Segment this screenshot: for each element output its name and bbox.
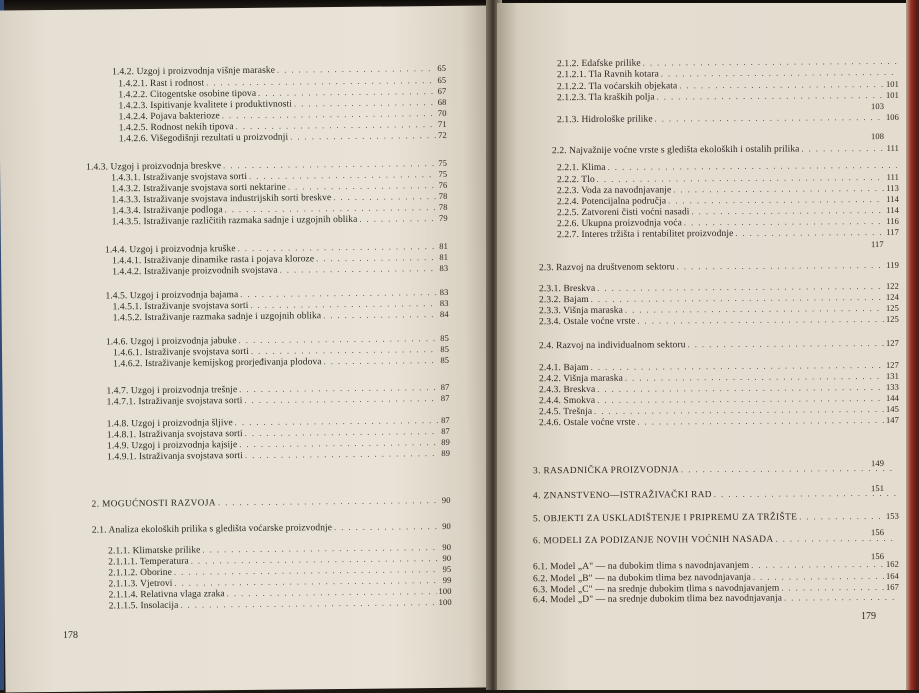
dot-leader [781,583,884,593]
toc-entry-page: 67 [436,86,447,96]
toc-entry-title: 1.4.4. Uzgoj i proizvodnja kruške [105,244,238,255]
toc-entry-title: 1.4.6. Uzgoj i proizvodnja jabuke [106,336,239,347]
toc-entry [106,393,449,408]
dot-leader [316,253,437,263]
dot-leader [784,593,897,603]
toc-entry-page: 85 [438,355,449,365]
toc-entry-title: 2.4.3. Breskva [539,385,597,395]
toc-entry-page: 117 [869,239,884,249]
toc-entry-page: 156 [869,551,884,561]
book-page-edges [906,0,919,690]
toc-entry-title: 1.4.5.2. Istraživanje razmaka sadnje i uzgojnih oblika [113,311,324,323]
toc-entry-page: 100 [437,597,452,607]
toc-entry-page: 90 [440,542,451,552]
toc-entry [109,597,452,612]
dot-leader [245,449,439,460]
toc-entry-title: 2.3.1. Breskva [539,284,597,294]
toc-entry-page: 85 [438,344,449,354]
dot-leader [359,214,437,224]
toc-entry-page: 75 [436,169,447,179]
dot-leader [324,356,439,366]
toc-entry-page: 87 [439,393,450,403]
toc-entry-title: 2.1.2.1. Tla Ravnih kotara [557,69,661,80]
toc-entry-page: 167 [884,582,899,592]
dot-leader [218,496,440,507]
toc-entry-page: 133 [884,382,899,392]
toc-entry [867,101,899,111]
toc-entry-page: 65 [435,63,446,73]
toc-entry-title: 6. MODELI ZA PODIZANJE NOVIH VOĆNIH NASADA [533,535,776,547]
toc-entry-page: 103 [869,101,884,111]
dot-leader [688,339,884,349]
toc-entry-page: 116 [884,216,899,226]
toc-entry-title: 2.2.4. Potencijalna područja [557,196,668,207]
dot-leader [799,512,884,522]
toc-entry [113,309,449,324]
dot-leader [751,560,884,570]
toc-entry-title: 2.3.2. Bajam [539,295,591,305]
toc-entry-page: 99 [441,575,452,585]
toc-entry [533,593,899,606]
toc-entry-page: 83 [438,287,449,297]
dot-leader [637,416,884,427]
toc-entry [539,314,899,328]
toc-entry-page: 76 [437,180,448,190]
toc-entry [539,415,899,429]
toc-entry-title: 1.4.5. Uzgoj i proizvodnja bajama [105,290,240,301]
toc-entry-page: 84 [438,309,449,319]
dot-leader [180,598,436,610]
dot-leader [290,131,436,142]
toc-entry-page: 68 [436,97,447,107]
toc-entry-page: 90 [440,521,451,531]
toc-entry [867,131,899,141]
toc-entry-page: 164 [884,571,899,581]
toc-entry-title: 6.2. Model „B" — na dubokim tlima bez navodnjavanja [533,573,753,585]
toc-entry-page: 144 [884,393,899,403]
toc-entry-title: 2.2.6. Ukupna proizvodnja voća [557,218,684,229]
toc-entry-page: 114 [884,205,899,215]
dot-leader [657,91,884,102]
dot-leader [625,372,884,383]
toc-entry-title: 1.4.6.1. Istraživanje svojstava sorti [113,347,251,358]
toc-entry-title: 1.4.3.1. Istraživanje svojstava sorti [111,172,249,183]
toc-entry-title: 1.4.7.1. Istraživanje svojstava sorti [106,396,244,407]
toc-entry-page: 90 [440,553,451,563]
toc-entry-page: 89 [439,448,450,458]
toc-entry-page: 87 [439,426,450,436]
toc-entry-page: 81 [437,252,448,262]
toc-entry-page: 111 [885,172,899,182]
dot-leader [668,195,884,206]
toc-entry-title: 2.1.1.5. Insolacija [109,601,181,612]
toc-entry-title: 1.4.9. Uzgoj i proizvodnja kajsije [107,440,239,451]
dot-leader [753,572,884,582]
toc-entry-title: 1.4.3.4. Istraživanje podloga [111,205,224,216]
dot-leader [684,217,884,227]
toc-entry-title: 1.4.9.1. Istraživanja svojstava sorti [107,451,245,462]
toc-entry-title: 2.2.5. Zatvoreni čisti voćni nasadi [557,207,692,218]
toc-entry-title: 2.1.2. Edafske prilike [557,59,643,70]
dot-leader [661,68,897,79]
toc-entry-page: 78 [437,202,448,212]
toc-entry-title: 1.4.3.5. Istraživanje različitih razmaka sadnje i uzgojnih oblika [112,215,360,228]
toc-entry-title: 1.4.2. Uzgoj i proizvodnja višnje maraske [112,66,277,78]
toc-entry [107,448,450,463]
dot-leader [637,315,884,326]
dot-leader [244,394,438,405]
toc-entry-title: 2.2.1. Klima [557,163,608,173]
toc-entry-page: 145 [884,404,899,414]
toc-entry-title: 6.3. Model „C" — na srednje dubokim tlima s navodnjavanjem [533,584,781,596]
toc-entry-page: 100 [436,586,451,596]
toc-entry [557,227,899,240]
toc-entry-title: 2.4.2. Višnja maraska [539,374,625,385]
toc-entry-title: 2.1.1.3. Vjetrovi [108,579,174,590]
left-page [0,5,494,692]
toc-entry-page: 125 [884,314,899,324]
toc-entry-title: 2.1.2.3. Tla kraških polja [557,92,657,103]
toc-entry-page: 78 [437,191,448,201]
toc-entry-page: 101 [884,90,899,100]
toc-entry [539,338,899,352]
toc-entry-title: 2.2.3. Voda za navodnjavanje [557,185,673,196]
toc-entry-page: 95 [441,564,452,574]
toc-entry-title: 4. ZNANSTVENO—ISTRAŽIVAČKI RAD [533,490,714,501]
toc-entry-title: 6.4. Model „D" — na srednje dubokim tlima bez navodnjavanja [533,594,784,606]
toc-entry-page: 117 [884,227,899,237]
dot-leader [258,87,436,98]
toc-entry-page: 72 [436,130,447,140]
toc-entry [557,112,899,125]
dot-leader [625,304,884,315]
dot-leader [735,228,884,238]
toc-entry-page: 85 [438,333,449,343]
toc-entry-page: 83 [438,298,449,308]
toc-entry-title: 2.4.1. Bajam [539,363,591,373]
dot-leader [775,534,897,544]
toc-entry [539,260,899,274]
toc-entry-title: 1.4.8.1. Istraživanja svojstava sorti [107,429,245,440]
toc-entry-page: 71 [436,119,447,129]
dot-leader [643,57,897,68]
toc-entry-title: 2. MOGUĆNOSTI RAZVOJA [92,498,218,509]
toc-entry-title: 1.4.2.3. Ispitivanje kvalitete i produktivnosti [118,99,294,111]
toc-entry-title: 2.3.3. Višnja maraska [539,306,625,317]
toc-entry-title: 3. RASADNIČKA PROIZVODNJA [533,465,681,476]
toc-entry-title: 2.1.3. Hidrološke prilike [557,115,655,126]
toc-entry [92,521,451,536]
toc-entry-title: 1.4.2.6. Višegodišnji rezultati u proizvodnji [119,133,291,145]
toc-entry-page: 162 [884,559,899,569]
toc-entry-title: 2.4.4. Smokva [539,396,597,406]
toc-entry-page: 108 [869,131,884,141]
toc-entry-page: 87 [439,415,450,425]
toc-entry-page: 114 [884,194,899,204]
toc-entry-page: 147 [884,415,899,425]
dot-leader [294,98,436,108]
toc-entry-title: 2.1. Analiza ekoloških prilika s gledišta voćarske proizvodnje [92,523,334,536]
dot-leader [333,192,436,202]
toc-entry-page: 119 [884,260,899,270]
toc-entry-title: 6.1. Model „A" — na dubokim tlima s navodnjavanjem [533,561,751,573]
toc-entry-page: 89 [439,437,450,447]
dot-leader [677,261,885,271]
toc-entry-title: 1.4.4.1. Istraživanje dinamike rasta i pojava kloroze [112,254,316,266]
toc-entry-title: 1.4.2.5. Rodnost nekih tipova [119,122,236,133]
toc-entry [552,143,899,156]
dot-leader [679,80,884,90]
toc-entry [533,464,899,477]
toc-entry-page: 149 [869,458,884,468]
dot-leader [323,310,438,320]
toc-entry-page: 75 [436,158,447,168]
dot-leader [673,184,884,194]
toc-entry [113,355,449,370]
toc-entry [112,263,448,278]
dot-leader [801,144,884,154]
toc-entry [867,239,899,249]
toc-entry-title: 5. OBJEKTI ZA USKLADIŠTENJE I PRIPREMU ZA TRŽIŠTE [533,512,799,524]
toc-entry-title: 2.4.5. Trešnja [539,407,594,417]
toc-entry-title: 2.1.1. Klimatske prilike [108,545,202,556]
toc-entry [533,511,899,525]
page-number: 179 [861,611,876,622]
toc-entry-title: 2.2.7. Interes tržišta i rentabilitet proizvodnje [557,229,735,240]
toc-entry-page: 90 [440,495,451,505]
toc-entry-title: 2.2. Najvažnije voćne vrste s gledišta ekoloških i ostalih prilika [552,144,802,156]
toc-entry-title: 1.4.8. Uzgoj i proizvodnja šljive [107,418,235,429]
dot-leader [280,264,438,275]
toc-entry-title: 1.4.5.1. Istraživanje svojstava sorti [113,301,251,312]
toc-entry-page: 156 [869,527,884,537]
toc-entry-page: 111 [885,143,899,153]
toc-entry [92,495,451,510]
toc-entry-title: 2.1.1.2. Oborine [108,568,174,579]
toc-entry-title: 1.4.2.2. Citogentske osobine tipova [118,89,258,100]
toc-entry-page: 127 [884,360,899,370]
toc-entry-title: 1.4.3.2. Istraživanje svojstava sorti nektarine [111,183,288,195]
dot-leader [608,161,897,172]
toc-entry-title: 1.4.7. Uzgoj i proizvodnja trešnje [106,385,239,396]
toc-entry-title: 2.1.1.4. Relativna vlaga zraka [109,589,227,600]
toc-entry-page: 65 [435,75,446,85]
toc-entry-title: 1.4.4.2. Istraživanje proizvodnih svojstava [112,266,280,278]
toc-entry-page: 151 [869,483,884,493]
toc-entry-page: 81 [437,241,448,251]
toc-entry-page: 70 [436,108,447,118]
toc-entry-page: 131 [884,371,899,381]
toc-entry [533,534,899,547]
toc-entry [533,489,899,502]
toc-entry-title: 2.3. Razvoj na društvenom sektoru [539,262,677,273]
toc-entry-page: 113 [884,183,899,193]
dot-leader [277,64,435,75]
toc-entry [112,213,448,228]
toc-entry-title: 1.4.2.4. Pojava bakterioze [119,111,222,122]
toc-entry-page: 87 [439,382,450,392]
toc-entry-page: 79 [437,213,448,223]
toc-entry [557,90,899,103]
dot-leader [288,181,437,192]
toc-entry-title: 2.2.2. Tlo [557,175,597,185]
toc-entry-page: 125 [884,303,899,313]
page-number: 178 [63,630,78,641]
dot-leader [334,522,440,532]
toc-entry-title: 2.4. Razvoj na individualnom sektoru [539,340,688,351]
toc-entry-page: 101 [884,79,899,89]
toc-entry-page: 83 [437,263,448,273]
toc-entry-title: 1.4.6.2. Istraživanje kemijskog prorjeđivanja plodova [113,357,324,369]
toc-entry-page: 153 [884,511,899,521]
toc-entry-page: 124 [884,292,899,302]
toc-entry-page: 122 [884,281,899,291]
toc-entry-title: 2.4.6. Ostale voćne vrste [539,418,637,429]
toc-entry-title: 1.4.2.1. Rast i rodnost [118,78,206,89]
toc-entry-title: 2.3.4. Ostale voćne vrste [539,317,637,328]
toc-entry-title: 2.1.1.1. Temperatura [108,557,191,568]
toc-entry-title: 1.4.3. Uzgoj i proizvodnja breskve [86,161,223,172]
toc-entry-page: 127 [884,338,899,348]
toc-entry-title: 2.1.2.2. Tla voćarskih objekata [557,81,679,92]
dot-leader [691,206,884,216]
right-page [497,3,911,690]
toc-entry [119,130,447,144]
dot-leader [681,464,897,475]
dot-leader [655,113,884,124]
toc-entry-title: 1.4.3.3. Istraživanje svojstava industrijskih sorti breskve [111,193,333,205]
dot-leader [714,489,897,499]
toc-entry-page: 106 [884,112,899,122]
